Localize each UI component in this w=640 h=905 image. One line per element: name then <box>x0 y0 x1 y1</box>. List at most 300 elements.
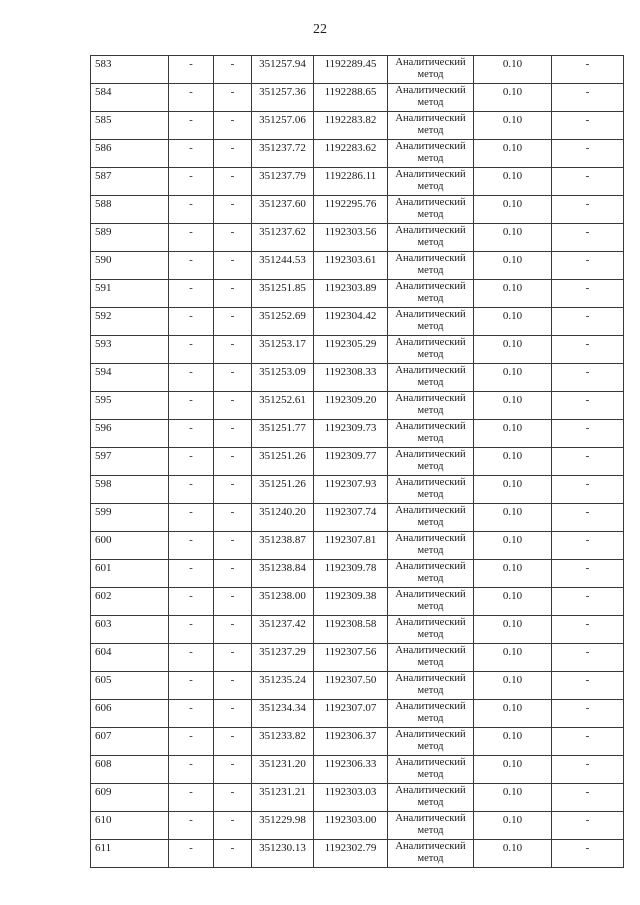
note-cell-text: - <box>585 170 590 182</box>
x-coordinate-cell <box>252 308 314 336</box>
dash-cell-text: - <box>189 86 193 98</box>
dash-cell <box>214 532 252 560</box>
point-number-cell-text: 597 <box>95 450 112 462</box>
y-coordinate-cell <box>314 560 388 588</box>
dash-cell <box>169 840 214 868</box>
accuracy-cell <box>474 364 552 392</box>
method-cell <box>388 280 474 308</box>
method-cell-text: Аналитический метод <box>395 365 466 388</box>
dash-cell-text: - <box>189 170 193 182</box>
point-number-cell <box>91 532 169 560</box>
accuracy-cell <box>474 336 552 364</box>
dash-cell-text: - <box>230 674 235 686</box>
x-coordinate-cell <box>252 420 314 448</box>
dash-cell <box>214 644 252 672</box>
point-number-cell <box>91 392 169 420</box>
note-cell <box>552 700 624 728</box>
y-coordinate-cell-text: 1192303.00 <box>324 814 377 826</box>
note-cell <box>552 56 624 84</box>
note-cell-text: - <box>585 422 590 434</box>
point-number-cell <box>91 700 169 728</box>
y-coordinate-cell-text: 1192307.93 <box>324 478 377 490</box>
point-number-cell <box>91 644 169 672</box>
x-coordinate-cell <box>252 616 314 644</box>
note-cell <box>552 560 624 588</box>
point-number-cell-text: 600 <box>95 534 112 546</box>
table-body <box>91 56 624 868</box>
note-cell <box>552 616 624 644</box>
x-coordinate-cell-text: 351251.85 <box>259 282 306 294</box>
method-cell-text: Аналитический метод <box>395 281 466 304</box>
note-cell <box>552 812 624 840</box>
dash-cell-text: - <box>230 58 235 70</box>
x-coordinate-cell-text: 351251.26 <box>259 478 306 490</box>
note-cell-text: - <box>585 814 590 826</box>
accuracy-cell-text: 0.10 <box>502 282 523 294</box>
dash-cell <box>214 728 252 756</box>
method-cell <box>388 56 474 84</box>
y-coordinate-cell-text: 1192283.82 <box>324 114 377 126</box>
note-cell <box>552 364 624 392</box>
dash-cell <box>169 700 214 728</box>
method-cell <box>388 644 474 672</box>
x-coordinate-cell <box>252 448 314 476</box>
method-cell <box>388 840 474 868</box>
method-cell-text: Аналитический метод <box>395 757 466 780</box>
dash-cell-text: - <box>189 58 193 70</box>
note-cell-text: - <box>585 450 590 462</box>
accuracy-cell-text: 0.10 <box>502 226 523 238</box>
y-coordinate-cell <box>314 672 388 700</box>
dash-cell <box>169 588 214 616</box>
table-row <box>91 420 624 448</box>
note-cell-text: - <box>585 534 590 546</box>
dash-cell-text: - <box>189 338 193 350</box>
point-number-cell <box>91 560 169 588</box>
dash-cell <box>214 336 252 364</box>
dash-cell-text: - <box>189 394 193 406</box>
x-coordinate-cell-text: 351251.26 <box>259 450 306 462</box>
method-cell-text: Аналитический метод <box>395 421 466 444</box>
method-cell-text: Аналитический метод <box>395 589 466 612</box>
dash-cell <box>169 308 214 336</box>
dash-cell <box>214 56 252 84</box>
point-number-cell-text: 594 <box>95 366 112 378</box>
method-cell <box>388 140 474 168</box>
y-coordinate-cell <box>314 140 388 168</box>
dash-cell <box>214 588 252 616</box>
x-coordinate-cell <box>252 560 314 588</box>
accuracy-cell-text: 0.10 <box>502 338 523 350</box>
y-coordinate-cell <box>314 112 388 140</box>
x-coordinate-cell-text: 351230.13 <box>259 842 306 854</box>
x-coordinate-cell-text: 351257.94 <box>259 58 306 70</box>
note-cell-text: - <box>585 506 590 518</box>
method-cell <box>388 476 474 504</box>
x-coordinate-cell <box>252 672 314 700</box>
x-coordinate-cell <box>252 252 314 280</box>
dash-cell-text: - <box>189 478 193 490</box>
accuracy-cell-text: 0.10 <box>502 254 523 266</box>
y-coordinate-cell <box>314 280 388 308</box>
note-cell <box>552 308 624 336</box>
table-row <box>91 224 624 252</box>
point-number-cell-text: 588 <box>95 198 112 210</box>
x-coordinate-cell <box>252 392 314 420</box>
y-coordinate-cell-text: 1192307.81 <box>324 534 377 546</box>
point-number-cell <box>91 756 169 784</box>
accuracy-cell-text: 0.10 <box>502 534 523 546</box>
accuracy-cell <box>474 280 552 308</box>
accuracy-cell <box>474 252 552 280</box>
x-coordinate-cell-text: 351257.36 <box>259 86 306 98</box>
note-cell-text: - <box>585 786 590 798</box>
y-coordinate-cell-text: 1192308.58 <box>324 618 377 630</box>
point-number-cell <box>91 672 169 700</box>
point-number-cell <box>91 336 169 364</box>
x-coordinate-cell <box>252 476 314 504</box>
dash-cell-text: - <box>230 534 235 546</box>
method-cell <box>388 532 474 560</box>
dash-cell-text: - <box>230 478 235 490</box>
y-coordinate-cell-text: 1192309.77 <box>324 450 377 462</box>
point-number-cell-text: 583 <box>95 58 112 70</box>
note-cell-text: - <box>585 674 590 686</box>
table-row <box>91 476 624 504</box>
dash-cell-text: - <box>189 646 193 658</box>
x-coordinate-cell <box>252 756 314 784</box>
point-number-cell <box>91 140 169 168</box>
table-row <box>91 700 624 728</box>
dash-cell-text: - <box>189 506 193 518</box>
y-coordinate-cell <box>314 84 388 112</box>
point-number-cell <box>91 112 169 140</box>
accuracy-cell-text: 0.10 <box>502 86 523 98</box>
x-coordinate-cell <box>252 168 314 196</box>
table-row <box>91 140 624 168</box>
method-cell-text: Аналитический метод <box>395 477 466 500</box>
table-row <box>91 168 624 196</box>
y-coordinate-cell <box>314 812 388 840</box>
method-cell <box>388 504 474 532</box>
x-coordinate-cell <box>252 532 314 560</box>
point-number-cell-text: 601 <box>95 562 112 574</box>
point-number-cell-text: 611 <box>95 842 112 854</box>
accuracy-cell <box>474 504 552 532</box>
y-coordinate-cell <box>314 252 388 280</box>
note-cell <box>552 504 624 532</box>
table-row <box>91 532 624 560</box>
dash-cell <box>214 812 252 840</box>
dash-cell-text: - <box>230 226 235 238</box>
dash-cell <box>214 504 252 532</box>
dash-cell-text: - <box>230 646 235 658</box>
dash-cell <box>214 280 252 308</box>
accuracy-cell <box>474 308 552 336</box>
method-cell-text: Аналитический метод <box>395 701 466 724</box>
table-row <box>91 112 624 140</box>
note-cell <box>552 280 624 308</box>
dash-cell-text: - <box>189 702 193 714</box>
dash-cell-text: - <box>189 730 193 742</box>
x-coordinate-cell <box>252 336 314 364</box>
x-coordinate-cell <box>252 728 314 756</box>
dash-cell <box>214 672 252 700</box>
dash-cell <box>214 140 252 168</box>
x-coordinate-cell-text: 351235.24 <box>259 674 306 686</box>
y-coordinate-cell <box>314 588 388 616</box>
method-cell <box>388 588 474 616</box>
accuracy-cell-text: 0.10 <box>502 646 523 658</box>
dash-cell-text: - <box>230 198 235 210</box>
dash-cell <box>169 560 214 588</box>
table-row <box>91 784 624 812</box>
accuracy-cell <box>474 728 552 756</box>
dash-cell-text: - <box>189 814 193 826</box>
method-cell-text: Аналитический метод <box>395 141 466 164</box>
dash-cell <box>214 84 252 112</box>
dash-cell <box>214 700 252 728</box>
dash-cell-text: - <box>230 310 235 322</box>
point-number-cell <box>91 448 169 476</box>
method-cell <box>388 672 474 700</box>
note-cell-text: - <box>585 842 590 854</box>
note-cell <box>552 196 624 224</box>
table-row <box>91 840 624 868</box>
dash-cell <box>169 168 214 196</box>
accuracy-cell-text: 0.10 <box>502 478 523 490</box>
table-row <box>91 644 624 672</box>
note-cell-text: - <box>585 394 590 406</box>
point-number-cell <box>91 280 169 308</box>
x-coordinate-cell-text: 351240.20 <box>259 506 306 518</box>
method-cell <box>388 756 474 784</box>
y-coordinate-cell <box>314 448 388 476</box>
note-cell-text: - <box>585 226 590 238</box>
accuracy-cell-text: 0.10 <box>502 310 523 322</box>
x-coordinate-cell-text: 351237.60 <box>259 198 306 210</box>
dash-cell-text: - <box>230 366 235 378</box>
x-coordinate-cell <box>252 140 314 168</box>
method-cell <box>388 420 474 448</box>
method-cell <box>388 196 474 224</box>
note-cell <box>552 532 624 560</box>
dash-cell-text: - <box>230 142 235 154</box>
accuracy-cell-text: 0.10 <box>502 814 523 826</box>
dash-cell <box>214 476 252 504</box>
dash-cell <box>214 560 252 588</box>
y-coordinate-cell-text: 1192303.56 <box>324 226 377 238</box>
y-coordinate-cell <box>314 336 388 364</box>
method-cell <box>388 308 474 336</box>
accuracy-cell <box>474 756 552 784</box>
accuracy-cell-text: 0.10 <box>502 730 523 742</box>
y-coordinate-cell-text: 1192303.89 <box>324 282 377 294</box>
note-cell-text: - <box>585 730 590 742</box>
table-row <box>91 588 624 616</box>
accuracy-cell <box>474 812 552 840</box>
dash-cell <box>169 84 214 112</box>
y-coordinate-cell-text: 1192303.03 <box>324 786 377 798</box>
point-number-cell <box>91 168 169 196</box>
y-coordinate-cell <box>314 476 388 504</box>
table-row <box>91 196 624 224</box>
dash-cell <box>214 308 252 336</box>
dash-cell <box>214 840 252 868</box>
x-coordinate-cell-text: 351251.77 <box>259 422 306 434</box>
x-coordinate-cell <box>252 700 314 728</box>
note-cell-text: - <box>585 702 590 714</box>
accuracy-cell <box>474 700 552 728</box>
x-coordinate-cell-text: 351237.72 <box>259 142 306 154</box>
method-cell <box>388 560 474 588</box>
dash-cell-text: - <box>189 422 193 434</box>
dash-cell-text: - <box>230 282 235 294</box>
accuracy-cell-text: 0.10 <box>502 114 523 126</box>
table-row <box>91 560 624 588</box>
y-coordinate-cell-text: 1192306.37 <box>324 730 377 742</box>
point-number-cell-text: 592 <box>95 310 112 322</box>
note-cell <box>552 112 624 140</box>
method-cell-text: Аналитический метод <box>395 225 466 248</box>
dash-cell <box>214 364 252 392</box>
y-coordinate-cell <box>314 308 388 336</box>
point-number-cell-text: 609 <box>95 786 112 798</box>
dash-cell-text: - <box>189 674 193 686</box>
dash-cell <box>169 112 214 140</box>
point-number-cell-text: 596 <box>95 422 112 434</box>
dash-cell-text: - <box>230 786 235 798</box>
x-coordinate-cell-text: 351237.29 <box>259 646 306 658</box>
point-number-cell-text: 587 <box>95 170 112 182</box>
y-coordinate-cell <box>314 420 388 448</box>
point-number-cell-text: 585 <box>95 114 112 126</box>
point-number-cell-text: 589 <box>95 226 112 238</box>
method-cell <box>388 168 474 196</box>
x-coordinate-cell <box>252 504 314 532</box>
x-coordinate-cell-text: 351238.84 <box>259 562 306 574</box>
note-cell-text: - <box>585 282 590 294</box>
method-cell <box>388 84 474 112</box>
dash-cell <box>169 532 214 560</box>
y-coordinate-cell <box>314 392 388 420</box>
x-coordinate-cell-text: 351252.61 <box>259 394 306 406</box>
dash-cell <box>214 252 252 280</box>
note-cell <box>552 476 624 504</box>
dash-cell-text: - <box>230 86 235 98</box>
method-cell-text: Аналитический метод <box>395 169 466 192</box>
point-number-cell <box>91 84 169 112</box>
accuracy-cell <box>474 588 552 616</box>
method-cell <box>388 700 474 728</box>
accuracy-cell-text: 0.10 <box>502 842 523 854</box>
accuracy-cell <box>474 224 552 252</box>
accuracy-cell-text: 0.10 <box>502 618 523 630</box>
table-row <box>91 448 624 476</box>
note-cell-text: - <box>585 198 590 210</box>
coordinates-table <box>90 55 624 868</box>
note-cell <box>552 168 624 196</box>
y-coordinate-cell <box>314 224 388 252</box>
dash-cell <box>169 672 214 700</box>
y-coordinate-cell <box>314 784 388 812</box>
dash-cell <box>214 784 252 812</box>
note-cell-text: - <box>585 590 590 602</box>
y-coordinate-cell-text: 1192289.45 <box>324 58 377 70</box>
y-coordinate-cell-text: 1192305.29 <box>324 338 377 350</box>
note-cell <box>552 588 624 616</box>
accuracy-cell-text: 0.10 <box>502 758 523 770</box>
method-cell-text: Аналитический метод <box>395 337 466 360</box>
x-coordinate-cell-text: 351231.21 <box>259 786 306 798</box>
y-coordinate-cell-text: 1192283.62 <box>324 142 377 154</box>
accuracy-cell <box>474 140 552 168</box>
accuracy-cell <box>474 560 552 588</box>
note-cell <box>552 392 624 420</box>
dash-cell-text: - <box>189 142 193 154</box>
method-cell-text: Аналитический метод <box>395 533 466 556</box>
point-number-cell <box>91 252 169 280</box>
point-number-cell-text: 586 <box>95 142 112 154</box>
x-coordinate-cell <box>252 224 314 252</box>
method-cell-text: Аналитический метод <box>395 197 466 220</box>
accuracy-cell <box>474 112 552 140</box>
y-coordinate-cell <box>314 616 388 644</box>
x-coordinate-cell <box>252 784 314 812</box>
dash-cell-text: - <box>189 198 193 210</box>
accuracy-cell <box>474 672 552 700</box>
dash-cell-text: - <box>230 702 235 714</box>
accuracy-cell-text: 0.10 <box>502 702 523 714</box>
table-row <box>91 252 624 280</box>
method-cell-text: Аналитический метод <box>395 841 466 864</box>
x-coordinate-cell-text: 351257.06 <box>259 114 306 126</box>
accuracy-cell-text: 0.10 <box>502 506 523 518</box>
y-coordinate-cell <box>314 504 388 532</box>
y-coordinate-cell-text: 1192302.79 <box>324 842 377 854</box>
accuracy-cell-text: 0.10 <box>502 562 523 574</box>
table-row <box>91 616 624 644</box>
accuracy-cell <box>474 644 552 672</box>
dash-cell-text: - <box>189 450 193 462</box>
note-cell <box>552 644 624 672</box>
method-cell <box>388 448 474 476</box>
accuracy-cell <box>474 392 552 420</box>
dash-cell-text: - <box>230 590 235 602</box>
dash-cell-text: - <box>189 534 193 546</box>
point-number-cell-text: 593 <box>95 338 112 350</box>
y-coordinate-cell-text: 1192307.50 <box>324 674 377 686</box>
dash-cell-text: - <box>189 310 193 322</box>
method-cell <box>388 728 474 756</box>
table-row <box>91 84 624 112</box>
table-row <box>91 728 624 756</box>
y-coordinate-cell-text: 1192307.74 <box>324 506 377 518</box>
accuracy-cell <box>474 56 552 84</box>
dash-cell-text: - <box>230 730 235 742</box>
x-coordinate-cell-text: 351244.53 <box>259 254 306 266</box>
method-cell-text: Аналитический метод <box>395 561 466 584</box>
x-coordinate-cell-text: 351252.69 <box>259 310 306 322</box>
table-row <box>91 392 624 420</box>
accuracy-cell-text: 0.10 <box>502 422 523 434</box>
accuracy-cell <box>474 840 552 868</box>
x-coordinate-cell <box>252 364 314 392</box>
y-coordinate-cell-text: 1192308.33 <box>324 366 377 378</box>
method-cell <box>388 364 474 392</box>
y-coordinate-cell-text: 1192288.65 <box>324 86 377 98</box>
x-coordinate-cell <box>252 812 314 840</box>
